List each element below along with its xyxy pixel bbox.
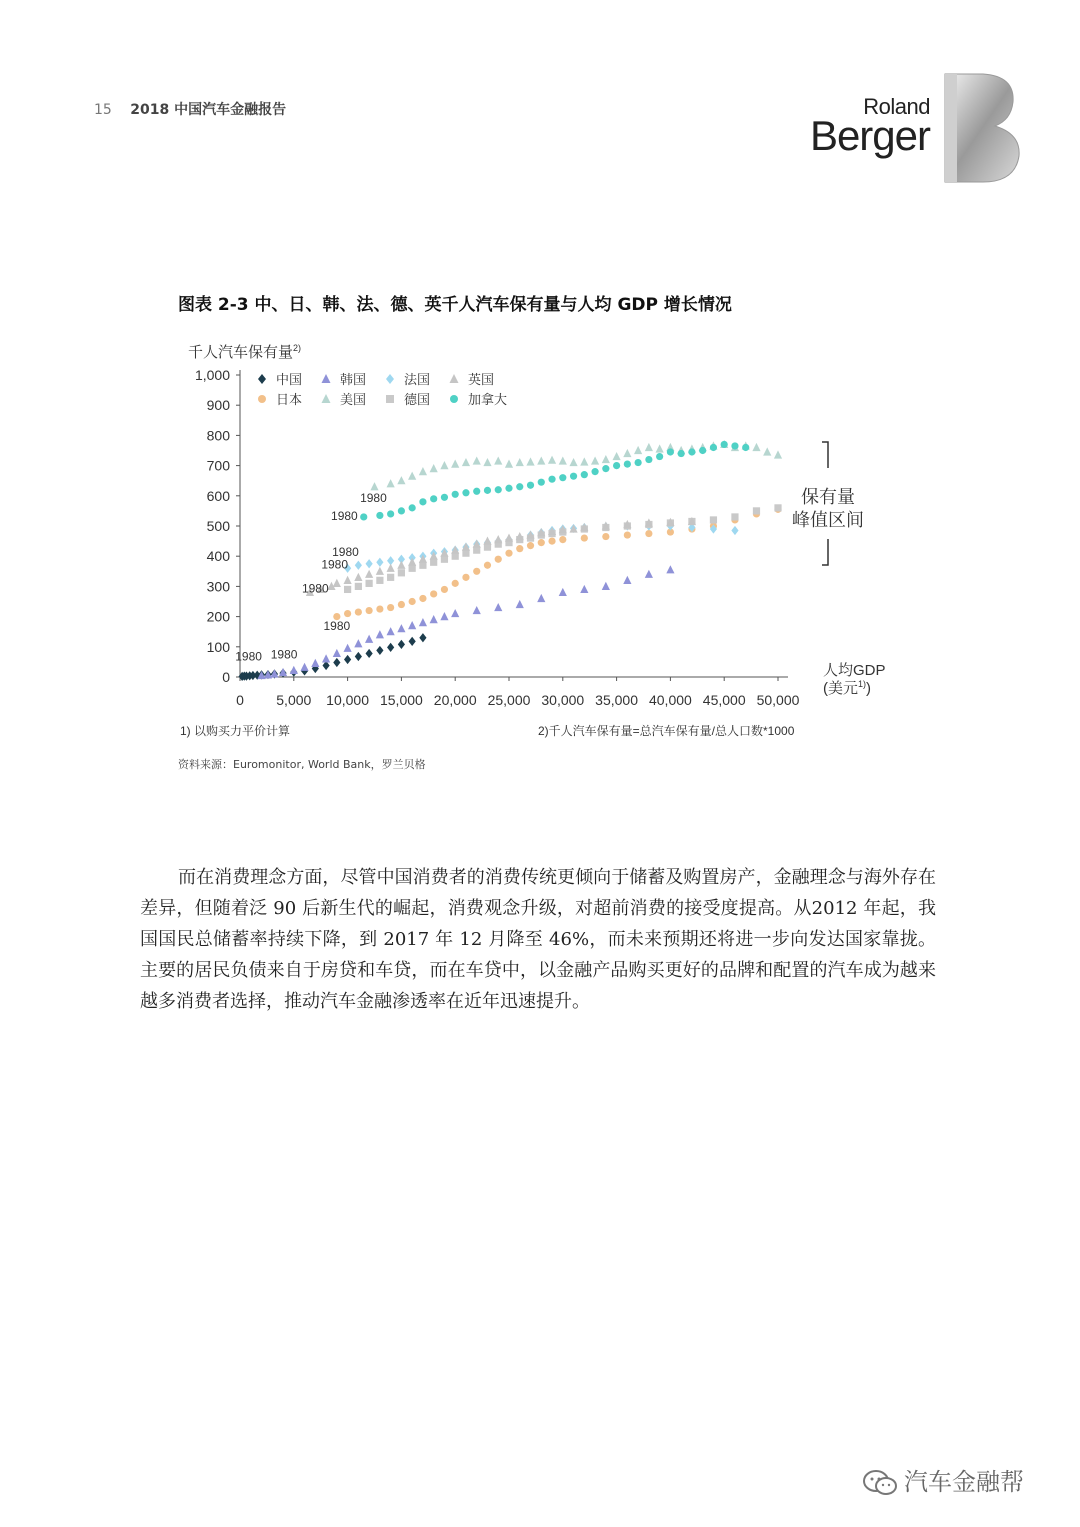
data-point (279, 668, 287, 676)
data-point (376, 646, 383, 655)
year-annotation: 1980 (323, 619, 351, 634)
x-tick-label: 5,000 (276, 692, 312, 708)
figure-title: 图表 2-3 中、日、韩、法、德、英千人汽车保有量与人均 GDP 增长情况 (178, 295, 732, 315)
data-point (409, 637, 416, 646)
data-point (484, 562, 491, 569)
footnote-1: 1) 以购买力平价计算 (180, 724, 291, 738)
data-point (613, 452, 621, 460)
data-point (548, 476, 555, 483)
data-point (559, 474, 566, 481)
y-axis-superscript: 2) (293, 343, 302, 353)
legend-marker (258, 395, 266, 403)
y-tick-label: 0 (222, 669, 230, 685)
data-point (774, 450, 782, 458)
data-point (344, 610, 351, 617)
year-annotation: 1980 (360, 490, 387, 505)
data-point (656, 444, 664, 452)
paragraph-line-4: 向发达国家靠拢。主要的居民负债来自于房贷和车贷，而在车贷中，以金融产品购买更好的品 (140, 929, 937, 981)
y-tick-label: 300 (206, 578, 230, 595)
data-point (731, 513, 738, 520)
data-point (516, 483, 523, 490)
bracket-top (822, 442, 828, 468)
legend-marker (322, 374, 331, 383)
legend-label: 加拿大 (468, 392, 508, 407)
data-point (752, 443, 760, 451)
body-paragraph (140, 862, 936, 1017)
data-point (376, 567, 384, 575)
data-point (623, 576, 631, 584)
data-point (366, 580, 373, 587)
data-point (376, 512, 383, 519)
data-point (397, 476, 405, 484)
data-point (666, 565, 674, 573)
legend-marker (258, 374, 266, 384)
data-point (763, 447, 771, 455)
y-axis (195, 367, 240, 685)
data-point (376, 605, 383, 612)
x-axis-unit (823, 679, 871, 697)
data-point (569, 458, 577, 466)
data-point (300, 663, 308, 671)
data-point (559, 456, 567, 464)
data-point (495, 486, 502, 493)
data-point (344, 576, 352, 584)
data-point (333, 649, 341, 657)
data-point (333, 579, 341, 587)
data-point (366, 649, 373, 658)
data-point (398, 640, 405, 649)
data-point (473, 606, 481, 614)
data-point (398, 507, 405, 514)
legend-label: 韩国 (340, 372, 367, 387)
data-point (397, 624, 405, 632)
data-point (559, 588, 567, 596)
data-point (355, 583, 362, 590)
data-point (430, 615, 438, 623)
data-point (538, 539, 545, 546)
data-point (494, 603, 502, 611)
data-point (494, 456, 502, 464)
data-points (239, 440, 783, 681)
x-axis-label: 人均GDP (823, 662, 886, 679)
x-axis-unit-superscript: 1) (858, 679, 867, 689)
data-point (473, 456, 481, 464)
x-tick-label: 35,000 (595, 692, 639, 708)
watermark-text: 汽车金融帮 (904, 1468, 1024, 1496)
data-point (731, 442, 738, 449)
paragraph-line-1: 而在消费理念方面，尽管中国消费者的消费传统更倾向于储蓄及购置房产，金融理念与海 (178, 867, 882, 888)
data-point (710, 444, 717, 451)
year-annotation: 1980 (321, 557, 349, 572)
y-axis-title (188, 343, 301, 361)
x-tick-label: 45,000 (702, 692, 746, 708)
data-point (344, 644, 352, 652)
x-tick-label: 20,000 (433, 692, 477, 708)
data-point (387, 604, 394, 611)
legend (258, 372, 507, 407)
data-point (678, 450, 685, 457)
data-point (354, 573, 362, 581)
data-point (440, 461, 448, 469)
data-point (537, 456, 545, 464)
data-point (366, 559, 373, 568)
legend-label: 法国 (404, 372, 431, 387)
data-point (441, 586, 448, 593)
x-axis (236, 677, 800, 708)
y-axis-label: 千人汽车保有量 (188, 344, 294, 361)
logo-b-icon (943, 72, 1023, 184)
logo-text-roland: Roland (863, 94, 930, 119)
data-point (473, 568, 480, 575)
figure-source: 资料来源：Euromonitor, World Bank，罗兰贝格 (178, 758, 426, 771)
data-point (731, 526, 738, 535)
data-point (462, 574, 469, 581)
y-tick-label: 200 (206, 608, 230, 625)
data-point (505, 550, 512, 557)
scatter-chart (178, 335, 898, 740)
data-point (387, 479, 395, 487)
data-point (360, 513, 367, 520)
data-point (516, 458, 524, 466)
data-point (376, 577, 383, 584)
data-point (419, 633, 426, 642)
data-point (516, 545, 523, 552)
legend-marker (450, 374, 459, 383)
data-point (398, 601, 405, 608)
legend-label: 美国 (340, 392, 367, 407)
data-point (580, 457, 588, 465)
data-point (408, 558, 416, 566)
data-point (419, 498, 426, 505)
data-point (656, 453, 663, 460)
data-point (538, 479, 545, 486)
data-point (322, 654, 330, 662)
y-tick-label: 400 (206, 548, 230, 565)
legend-marker (322, 394, 331, 403)
data-point (408, 472, 416, 480)
data-point (602, 533, 609, 540)
legend-marker (450, 395, 458, 403)
data-point (721, 441, 728, 448)
year-annotation: 1980 (301, 581, 329, 596)
x-tick-label: 25,000 (487, 692, 531, 708)
data-point (623, 449, 631, 457)
data-point (387, 564, 395, 572)
data-point (366, 607, 373, 614)
data-point (344, 655, 351, 664)
data-point (602, 455, 610, 463)
x-tick-label: 50,000 (756, 692, 800, 708)
data-point (355, 561, 362, 570)
data-point (290, 666, 298, 674)
y-tick-label: 600 (206, 487, 230, 504)
data-point (688, 448, 695, 455)
data-point (634, 446, 642, 454)
data-point (387, 510, 394, 517)
data-point (505, 533, 513, 541)
y-tick-label: 100 (206, 638, 230, 655)
data-point (419, 595, 426, 602)
legend-marker (386, 395, 394, 403)
legend-label: 中国 (276, 372, 303, 387)
data-point (516, 600, 524, 608)
x-axis-unit-text: (美元 (823, 680, 858, 697)
x-tick-label: 15,000 (379, 692, 423, 708)
data-point (387, 643, 394, 652)
peak-label-line2: 峰值区间 (792, 510, 864, 530)
x-axis-unit-close: ) (866, 680, 872, 697)
data-point (419, 618, 427, 626)
report-title: 2018 中国汽车金融报告 (130, 102, 287, 118)
data-point (365, 570, 373, 578)
data-point (387, 627, 395, 635)
data-point (440, 612, 448, 620)
data-point (667, 448, 674, 455)
data-point (370, 482, 378, 490)
data-point (408, 621, 416, 629)
legend-label: 英国 (468, 372, 495, 387)
year-annotation: 1980 (332, 545, 359, 560)
data-point (473, 488, 480, 495)
data-point (505, 485, 512, 492)
data-point (484, 487, 491, 494)
data-point (397, 561, 405, 569)
footnote-2: 2)千人汽车保有量=总汽车保有量/总人口数*1000 (538, 724, 795, 738)
data-point (635, 459, 642, 466)
data-point (451, 609, 459, 617)
data-point (602, 465, 609, 472)
x-tick-label: 10,000 (326, 692, 370, 708)
data-point (645, 530, 652, 537)
y-tick-label: 800 (206, 427, 230, 444)
data-point (699, 447, 706, 454)
data-point (527, 482, 534, 489)
x-tick-label: 30,000 (541, 692, 585, 708)
data-point (527, 542, 534, 549)
y-tick-label: 700 (206, 457, 230, 474)
data-point (365, 635, 373, 643)
data-point (495, 556, 502, 563)
data-point (452, 491, 459, 498)
data-point (581, 471, 588, 478)
data-point (462, 458, 470, 466)
data-point (462, 489, 469, 496)
data-point (645, 456, 652, 463)
data-point (774, 504, 781, 511)
data-point (441, 494, 448, 501)
data-point (624, 460, 631, 467)
data-point (624, 531, 631, 538)
data-point (409, 598, 416, 605)
data-point (570, 473, 577, 480)
data-point (430, 590, 437, 597)
data-point (440, 549, 448, 557)
data-point (387, 574, 394, 581)
data-point (645, 570, 653, 578)
bracket-bottom (822, 539, 828, 565)
data-point (537, 594, 545, 602)
legend-marker (386, 374, 394, 384)
year-annotation: 1980 (235, 649, 262, 664)
data-point (645, 443, 653, 451)
data-point (398, 569, 405, 576)
data-point (409, 504, 416, 511)
year-annotation: 1980 (331, 508, 358, 523)
data-point (710, 516, 717, 523)
data-point (494, 535, 502, 543)
page-header (94, 99, 286, 119)
year-annotation: 1980 (270, 647, 298, 662)
data-point (591, 456, 599, 464)
data-point (354, 639, 362, 647)
data-point (430, 464, 438, 472)
data-point (581, 534, 588, 541)
data-point (355, 652, 362, 661)
data-point (505, 459, 513, 467)
data-point (753, 507, 760, 514)
data-point (591, 468, 598, 475)
data-point (344, 586, 351, 593)
data-point (430, 495, 437, 502)
y-tick-label: 1,000 (194, 367, 230, 383)
data-point (451, 459, 459, 467)
data-point (559, 536, 566, 543)
y-tick-label: 500 (206, 518, 230, 534)
data-point (483, 537, 491, 545)
svg-text:千人汽车保有量2) (188, 343, 301, 361)
data-point (333, 658, 340, 667)
data-point (526, 457, 534, 465)
data-point (376, 558, 383, 567)
data-point (613, 462, 620, 469)
paragraph-line-5: 牌和配置的汽车成为越来越多消费者选择，推动汽车金融渗透率在近年迅速提升。 (140, 960, 937, 1012)
logo-text-berger: Berger (809, 112, 930, 159)
data-point (548, 456, 556, 464)
data-point (376, 630, 384, 638)
data-point (580, 585, 588, 593)
data-point (452, 580, 459, 587)
data-point (419, 467, 427, 475)
page-number: 15 (94, 102, 112, 118)
legend-label: 日本 (276, 392, 303, 407)
watermark (862, 1462, 1024, 1497)
x-tick-label: 40,000 (648, 692, 692, 708)
data-point (742, 444, 749, 451)
data-point (355, 608, 362, 615)
peak-label-line1: 保有量 (801, 487, 855, 507)
paragraph-line-3: 2012 年起，我国国民总储蓄率持续下降，到 2017 年 12 月降至 46%，而未来预期还将进一步 (140, 898, 936, 950)
data-point (548, 538, 555, 545)
data-point (483, 458, 491, 466)
data-point (602, 582, 610, 590)
data-point (311, 659, 319, 667)
paragraph-line-2: 外存在差异，但随着泛 90 后新生代的崛起，消费观念升级，对超前消费的接受度提高。从 (140, 867, 937, 919)
legend-label: 德国 (404, 392, 431, 407)
y-tick-label: 900 (206, 397, 230, 414)
roland-berger-logo (798, 72, 1028, 184)
wechat-icon (862, 1469, 898, 1497)
x-tick-label: 0 (236, 692, 244, 708)
